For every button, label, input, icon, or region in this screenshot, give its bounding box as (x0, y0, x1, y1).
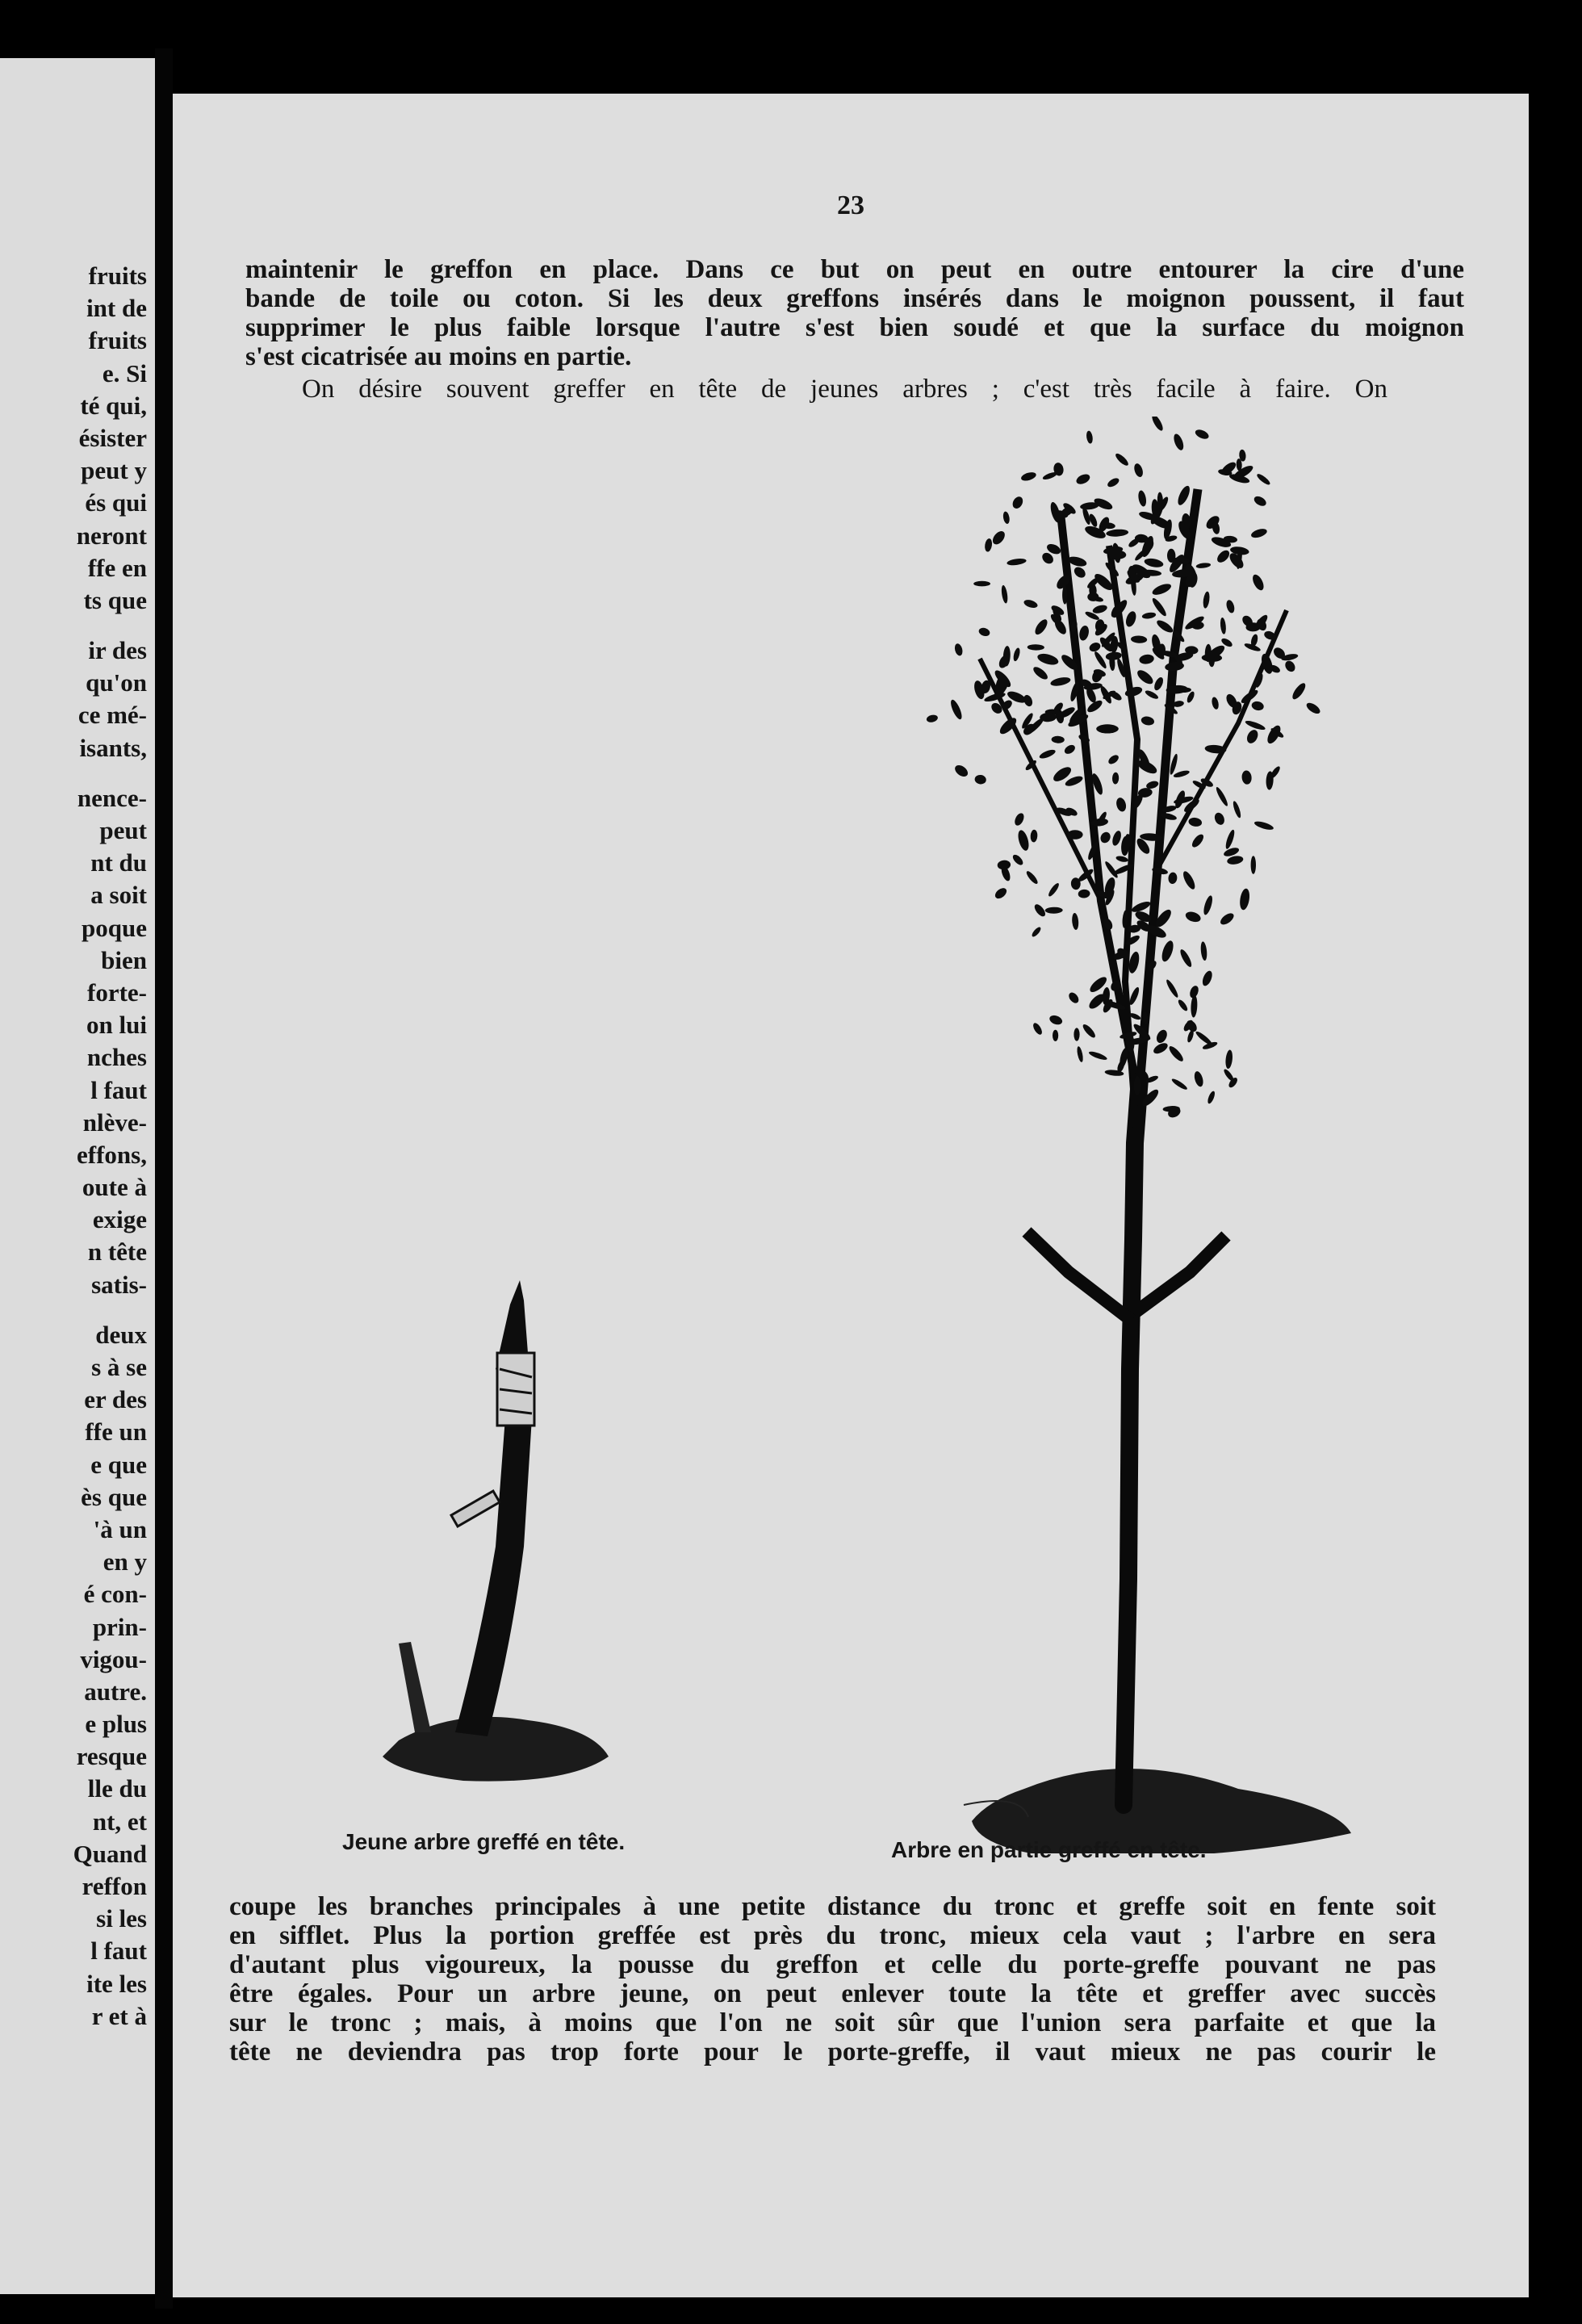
page-number: 23 (837, 191, 864, 220)
left-text-line: autre. (84, 1677, 147, 1706)
left-text-line: isants, (79, 733, 147, 762)
left-text-line: nence- (77, 783, 147, 812)
left-text-line: l faut (90, 1075, 147, 1104)
left-text-line: n tête (87, 1237, 147, 1267)
leaf (1184, 910, 1202, 923)
left-text-line: resque (76, 1742, 147, 1771)
leaf (1115, 855, 1128, 863)
leaf (1013, 812, 1026, 827)
leaf (1232, 800, 1242, 819)
text-line: coupe les branches principales à une petite distance du tronc et greffe soit en fente soit (229, 1892, 1436, 1921)
paragraph-top (245, 255, 1464, 371)
leaf (974, 774, 987, 785)
leaf (1063, 743, 1077, 756)
leaf (1033, 618, 1050, 637)
leaf (1103, 860, 1120, 879)
left-text-line: satis- (91, 1270, 147, 1299)
left-page-fragment (0, 58, 155, 2294)
leaf (1038, 748, 1057, 760)
leaf (1283, 659, 1297, 673)
leaf (1032, 665, 1050, 682)
leaf (1141, 612, 1156, 620)
leaf (1011, 495, 1025, 510)
left-text-line: fruits (88, 326, 147, 355)
leaf (1175, 484, 1191, 507)
leaf (1170, 1077, 1188, 1091)
book-gutter (155, 48, 173, 2309)
leaf (1081, 1023, 1097, 1040)
left-text-line: ce mé- (77, 701, 147, 730)
leaf (1250, 573, 1266, 593)
leaf (1067, 830, 1082, 840)
left-text-line: qu'on (86, 668, 147, 697)
leaf (1137, 490, 1148, 508)
leaf (1251, 701, 1265, 712)
leaf (1088, 1050, 1108, 1062)
leaf (1181, 869, 1197, 890)
leaf (1002, 511, 1011, 525)
left-text-line (73, 617, 147, 634)
left-text-line: nches (86, 1043, 147, 1072)
leaf (1165, 978, 1179, 999)
text-line: en sifflet. Plus la portion greffée est près du tronc, mieux cela vaut ; l'arbre en sera (229, 1921, 1436, 1950)
leaf (1194, 428, 1210, 441)
leaf (1140, 715, 1155, 727)
leaf (1012, 647, 1021, 662)
left-text-line: ite les (86, 1969, 147, 1998)
leaf (1202, 591, 1210, 609)
left-text-line: peut (99, 816, 147, 844)
leaf (1011, 853, 1025, 867)
left-text-line: é con- (83, 1580, 147, 1609)
leaf (1172, 433, 1186, 451)
leaf (1200, 941, 1208, 961)
leaf (1036, 651, 1060, 667)
tree-partially-grafted-illustration (818, 417, 1432, 1853)
leaf (1224, 1049, 1233, 1069)
left-text-line: forte- (87, 978, 147, 1007)
left-text-line: Quand (73, 1839, 147, 1868)
leaf (1031, 926, 1042, 938)
left-text-line: ésister (78, 423, 147, 452)
leaf (1025, 869, 1040, 886)
text-line: tête ne deviendra pas trop forte pour le porte-greffe, il vaut mieux ne pas courir le (229, 2037, 1436, 2066)
leaf (1096, 724, 1119, 733)
leaf (1193, 1070, 1205, 1087)
left-text-line (73, 764, 147, 782)
left-text-line: e que (90, 1450, 147, 1479)
leaf (1241, 770, 1253, 785)
leaf (1050, 676, 1072, 687)
leaf (977, 626, 990, 638)
leaf (1016, 829, 1031, 852)
leaf (1305, 701, 1322, 716)
left-text-line: 'à un (93, 1514, 147, 1543)
leaf (1106, 529, 1128, 538)
leaf (1186, 690, 1196, 703)
leaf (1076, 1046, 1084, 1063)
leaf (1152, 1041, 1170, 1056)
left-text-line: s à se (91, 1353, 147, 1381)
leaf (993, 886, 1008, 901)
leaf (1051, 735, 1065, 743)
leaf (1071, 913, 1079, 931)
leaf (1173, 769, 1191, 779)
leaf (1211, 697, 1220, 710)
left-text-line: té qui, (80, 391, 147, 420)
left-text-line: oute à (82, 1173, 147, 1202)
leaf (1226, 855, 1244, 865)
leaf (1030, 830, 1038, 843)
leaf (1155, 618, 1174, 635)
leaf (1154, 1028, 1169, 1045)
left-text-line (73, 1301, 147, 1319)
leaf (1078, 625, 1090, 642)
leaf (1224, 829, 1237, 850)
leaf (1112, 773, 1120, 785)
left-text-line: lle du (87, 1774, 147, 1803)
left-text-line: nt du (90, 848, 147, 877)
leaf (1111, 830, 1123, 847)
text-line: On désire souvent greffer en tête de jeunes arbres ; c'est très facile à faire. On (302, 375, 1387, 404)
text-line: bande de toile ou coton. Si les deux greffons insérés dans le moignon poussent, il faut (245, 284, 1464, 313)
leaf (1135, 668, 1155, 686)
leaf (1202, 894, 1214, 915)
leaf (1144, 557, 1164, 568)
left-text-line: peut y (81, 456, 147, 485)
paragraph-second (302, 375, 1387, 404)
leaf (997, 860, 1011, 870)
leaf (1072, 565, 1087, 580)
leaf (1168, 872, 1178, 884)
right-page (173, 94, 1529, 2297)
text-line: s'est cicatrisée au moins en partie. (245, 342, 632, 371)
leaf (1099, 831, 1112, 845)
leaf (1160, 940, 1176, 963)
left-text-line: deux (95, 1320, 147, 1349)
young-grafted-tree-illustration (366, 1256, 625, 1789)
left-text-line: fruits (88, 262, 147, 290)
leaf (1115, 797, 1128, 813)
leaf (1201, 969, 1215, 987)
leaf (1048, 1014, 1064, 1027)
leaf (1067, 990, 1081, 1005)
leaf (1220, 618, 1227, 634)
leaf (1223, 1068, 1236, 1082)
leaf (1213, 811, 1226, 827)
leaf (973, 581, 990, 587)
leaf (1238, 888, 1250, 911)
leaf (1215, 548, 1232, 565)
left-text-line: ffe un (85, 1417, 147, 1447)
leaf (1188, 817, 1203, 827)
left-text-line: és qui (85, 488, 147, 517)
leaf (1151, 582, 1173, 597)
leaf (1106, 476, 1120, 488)
left-text-line: ir des (88, 636, 147, 665)
leaf (1107, 753, 1120, 766)
left-text-line: si les (96, 1904, 147, 1933)
leaf (1139, 654, 1155, 665)
left-text-line: int de (86, 294, 147, 323)
leaf (1091, 604, 1107, 615)
left-text-line: poque (82, 913, 147, 942)
leaf (1225, 599, 1236, 613)
left-text-line: nt, et (92, 1807, 147, 1836)
leaf (1245, 728, 1260, 745)
leaf (1150, 417, 1165, 432)
leaf (1074, 1028, 1079, 1041)
paragraph-bottom (229, 1892, 1436, 2066)
left-text-line: e plus (85, 1710, 147, 1739)
leaf (1062, 585, 1067, 604)
left-text-line: r et à (91, 2001, 147, 2030)
left-text-line: vigou- (80, 1644, 147, 1673)
leaf (953, 643, 964, 656)
caption-partial-tree: Arbre en partie greffé en tête. (891, 1837, 1207, 1862)
leaf (953, 763, 970, 779)
leaf (1253, 494, 1268, 508)
leaf (1219, 911, 1236, 928)
leaf (1001, 584, 1009, 604)
leaf (1132, 463, 1145, 479)
left-text-line: exige (92, 1205, 147, 1234)
leaf (926, 714, 939, 723)
leaf (1124, 610, 1138, 629)
left-text-line: bien (101, 945, 147, 974)
text-line: supprimer le plus faible lorsque l'autre s'est bien soudé et que la surface du moignon (245, 313, 1464, 342)
text-line: sur le tronc ; mais, à moins que l'on ne soit sûr que l'union sera parfaite et que la (229, 2008, 1436, 2037)
leaf (1093, 650, 1108, 669)
left-text-line: en y (103, 1547, 147, 1577)
leaf (990, 529, 1007, 546)
left-text-line: l faut (90, 1937, 147, 1966)
leaf (1195, 1030, 1214, 1047)
left-text-line: reffon (82, 1872, 147, 1900)
leaf (1144, 689, 1159, 700)
leaf (1245, 719, 1266, 731)
leaf (1007, 558, 1027, 567)
leaf (1167, 1045, 1185, 1063)
leaf (948, 698, 964, 721)
text-line: être égales. Pour un arbre jeune, on peut enlever toute la tête et greffer avec succès (229, 1979, 1436, 2008)
leaf (1088, 641, 1102, 653)
leaf (1177, 999, 1189, 1012)
left-text-line: ès que (81, 1482, 147, 1511)
left-text-line: neront (76, 521, 147, 550)
leaf (1215, 786, 1229, 807)
leaf (1053, 1030, 1058, 1041)
left-text-line: a soit (90, 881, 147, 910)
leaf (1020, 471, 1037, 482)
leaf (1250, 527, 1268, 539)
leaf (1253, 819, 1274, 831)
text-line: maintenir le greffon en place. Dans ce but on peut en outre entourer la cire d'une (245, 255, 1464, 284)
text-line: d'autant plus vigoureux, la pousse du greffon et celle du porte-greffe pouvant ne pas (229, 1950, 1436, 1979)
leaf (1032, 1022, 1044, 1036)
leaf (1251, 856, 1256, 874)
leaf (1047, 881, 1061, 898)
leaf (1131, 635, 1148, 643)
left-text-line: e. Si (102, 358, 147, 387)
leaf (1153, 676, 1165, 691)
left-text-line: ffe en (87, 553, 147, 582)
left-text-line: prin- (92, 1612, 147, 1641)
leaf (1027, 644, 1044, 651)
leaf (1078, 889, 1090, 898)
left-text-line: effons, (77, 1140, 147, 1169)
leaf (1075, 472, 1092, 486)
leaf (1207, 1091, 1216, 1105)
left-text-line: ts que (83, 585, 147, 614)
leaf (1190, 832, 1205, 849)
leaf (1045, 907, 1063, 914)
left-text-line: on lui (86, 1011, 147, 1040)
leaf (1291, 681, 1308, 701)
leaf (1086, 430, 1094, 444)
left-text-line: er des (84, 1385, 147, 1414)
leaf (1256, 472, 1272, 486)
leaf (1195, 562, 1211, 568)
leaf (1191, 995, 1198, 1018)
left-text-line: nlève- (82, 1108, 147, 1137)
leaf (1023, 598, 1038, 609)
caption-young-tree: Jeune arbre greffé en tête. (342, 1829, 626, 1854)
left-page-text (73, 260, 147, 2033)
leaf (1114, 452, 1130, 467)
leaf (984, 538, 993, 552)
leaf (1128, 986, 1140, 1007)
leaf (1178, 948, 1194, 968)
